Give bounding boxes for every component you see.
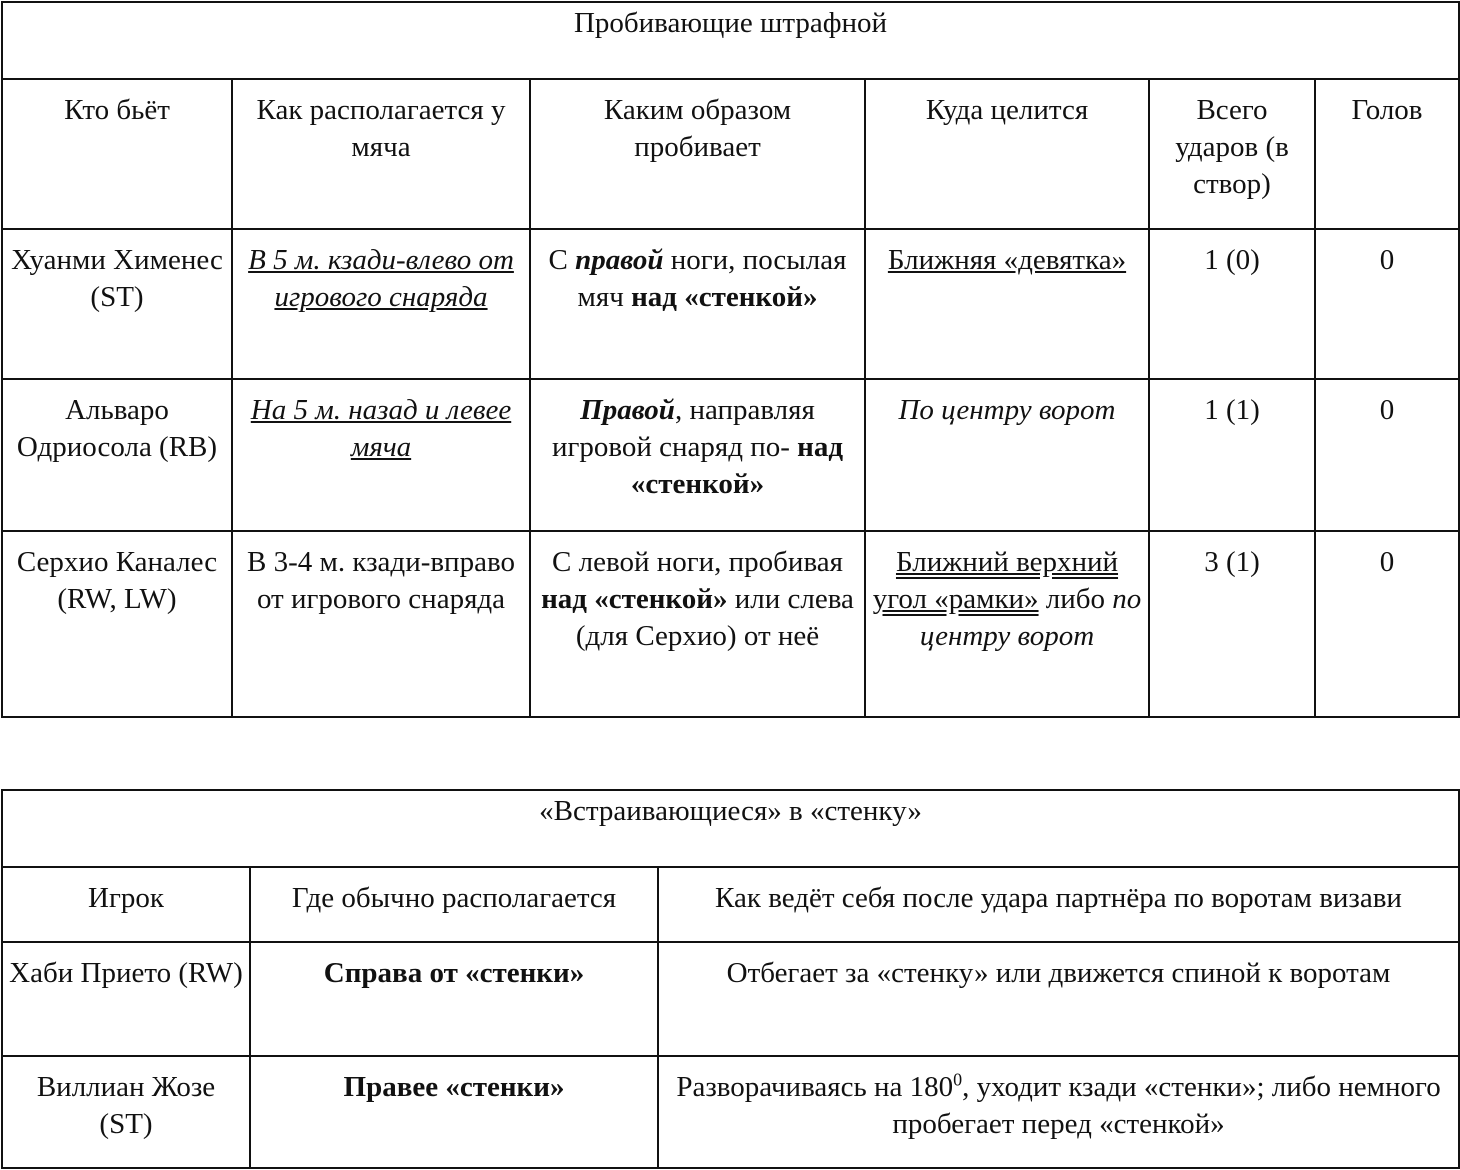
method-cell: С правой ноги, посылая мяч над «стенкой» <box>530 229 865 379</box>
position-cell: В 3-4 м. кзади-вправо от игрового снаряда <box>232 531 530 717</box>
position-cell: На 5 м. назад и левее мяча <box>232 379 530 531</box>
goals-cell: 0 <box>1315 531 1459 717</box>
target-cell: По центру ворот <box>865 379 1149 531</box>
player-cell: Альваро Одриосола (RB) <box>2 379 232 531</box>
column-header: Игрок <box>2 867 250 942</box>
shots-cell: 3 (1) <box>1149 531 1315 717</box>
column-header: Как ведёт себя после удара партнёра по воротам визави <box>658 867 1459 942</box>
column-header: Всего ударов (в створ) <box>1149 79 1315 229</box>
header-row <box>2 867 1459 942</box>
shots-cell: 1 (0) <box>1149 229 1315 379</box>
column-header: Каким образом пробивает <box>530 79 865 229</box>
method-cell: С левой ноги, пробивая над «стенкой» или слева (для Серхио) от неё <box>530 531 865 717</box>
table-title: Пробивающие штрафной <box>2 2 1459 79</box>
table-row <box>2 1056 1459 1168</box>
table-row <box>2 379 1459 531</box>
free-kick-takers-table <box>1 1 1460 718</box>
player-cell: Хаби Прието (RW) <box>2 942 250 1056</box>
position-cell: В 5 м. кзади-влево от игрового снаряда <box>232 229 530 379</box>
goals-cell: 0 <box>1315 229 1459 379</box>
position-cell: Правее «стенки» <box>250 1056 658 1168</box>
player-cell: Хуанми Хименес (ST) <box>2 229 232 379</box>
table-row <box>2 942 1459 1056</box>
goals-cell: 0 <box>1315 379 1459 531</box>
player-cell: Серхио Каналес (RW, LW) <box>2 531 232 717</box>
table-title: «Встраивающиеся» в «стенку» <box>2 790 1459 867</box>
table-row <box>2 531 1459 717</box>
behavior-cell: Отбегает за «стенку» или движется спиной к воротам <box>658 942 1459 1056</box>
header-row <box>2 79 1459 229</box>
player-cell: Виллиан Жозе (ST) <box>2 1056 250 1168</box>
column-header: Куда целится <box>865 79 1149 229</box>
table-row <box>2 229 1459 379</box>
method-cell: Правой, направляя игровой снаряд по- над «стенкой» <box>530 379 865 531</box>
column-header: Как располагается у мяча <box>232 79 530 229</box>
target-cell: Ближняя «девятка» <box>865 229 1149 379</box>
column-header: Где обычно располагается <box>250 867 658 942</box>
shots-cell: 1 (1) <box>1149 379 1315 531</box>
column-header: Кто бьёт <box>2 79 232 229</box>
wall-players-table <box>1 789 1460 1169</box>
column-header: Голов <box>1315 79 1459 229</box>
behavior-cell: Разворачиваясь на $180^0$, уходит кзади «стенки»; либо немного пробегает перед «стенкой» <box>658 1056 1459 1168</box>
target-cell: Ближний верхний угол «рамки» либо по центру ворот <box>865 531 1149 717</box>
position-cell: Справа от «стенки» <box>250 942 658 1056</box>
